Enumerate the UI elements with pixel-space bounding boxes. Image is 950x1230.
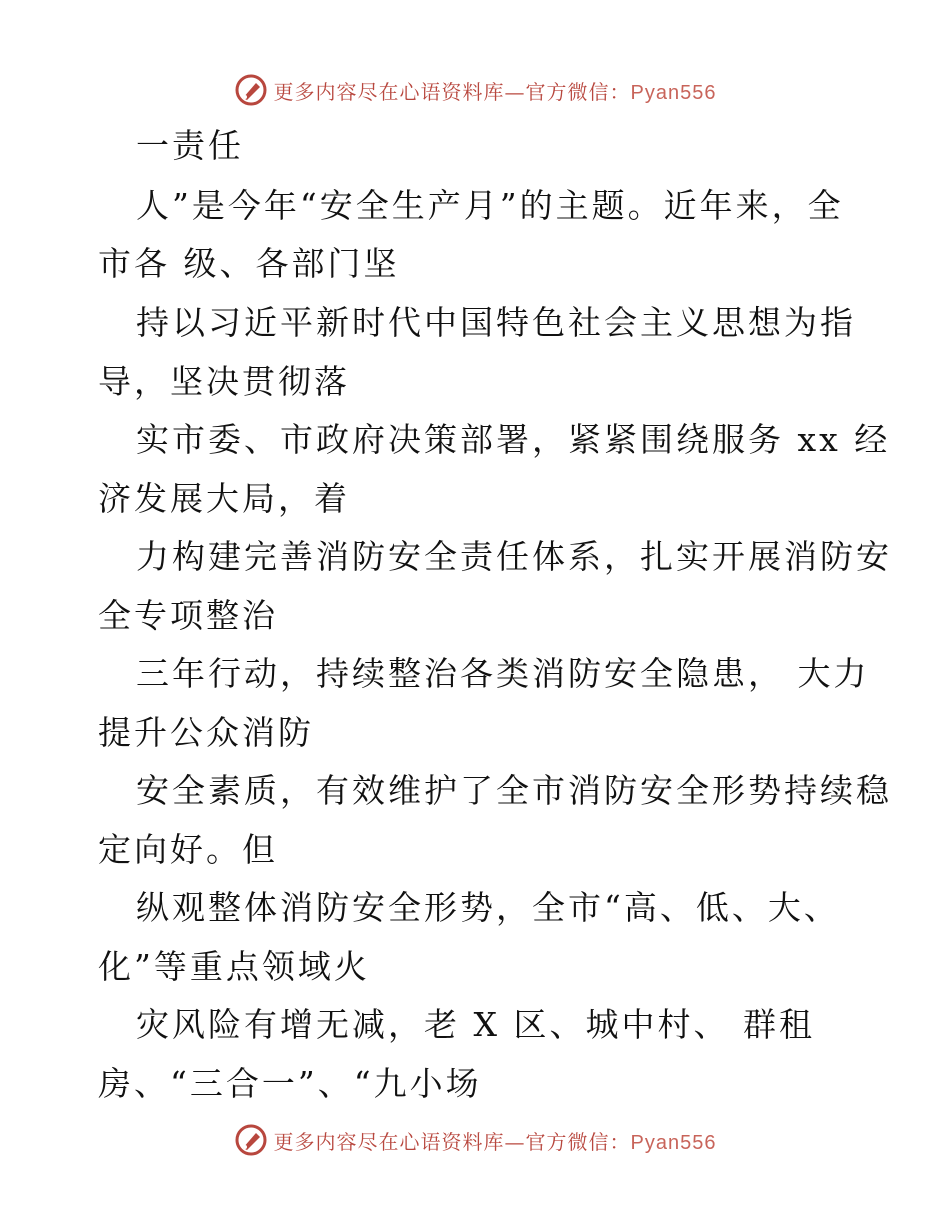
pen-nib-logo-icon xyxy=(234,73,268,107)
text-line: 定向好。但 xyxy=(98,830,278,869)
text-line: 济发展大局，着 xyxy=(98,479,350,518)
footer-watermark xyxy=(0,1120,950,1160)
text-line: 纵观整体消防安全形势，全市“高、低、大、 xyxy=(136,888,840,927)
text-line: 持以习近平新时代中国特色社会主义思想为指 xyxy=(136,303,856,342)
text-line: 市各 级、各部门坚 xyxy=(98,244,400,283)
text-line: 全专项整治 xyxy=(98,596,278,635)
text-line: 导，坚决贯彻落 xyxy=(98,362,350,401)
text-line: 房、“三合一”、“九小场 xyxy=(98,1064,482,1103)
text-line: 一责任 xyxy=(136,126,244,165)
watermark-text: 更多内容尽在心语资料库—官方微信：Pyan556 xyxy=(273,79,717,104)
text-line: 人”是今年“安全生产月”的主题。近年来，全 xyxy=(136,186,844,225)
pen-nib-logo-icon xyxy=(234,1123,268,1157)
text-line: 实市委、市政府决策部署，紧紧围绕服务 xx 经 xyxy=(136,420,891,459)
text-line: 安全素质，有效维护了全市消防安全形势持续稳 xyxy=(136,771,892,810)
header-watermark xyxy=(0,70,950,110)
text-line: 三年行动，持续整治各类消防安全隐患， 大力 xyxy=(136,654,870,693)
text-line: 提升公众消防 xyxy=(98,713,314,752)
text-line: 灾风险有增无减，老 X 区、城中村、 群租 xyxy=(136,1005,815,1044)
watermark-text: 更多内容尽在心语资料库—官方微信：Pyan556 xyxy=(273,1129,717,1154)
text-line: 力构建完善消防安全责任体系，扎实开展消防安 xyxy=(136,537,892,576)
text-line: 化”等重点领域火 xyxy=(98,947,370,986)
